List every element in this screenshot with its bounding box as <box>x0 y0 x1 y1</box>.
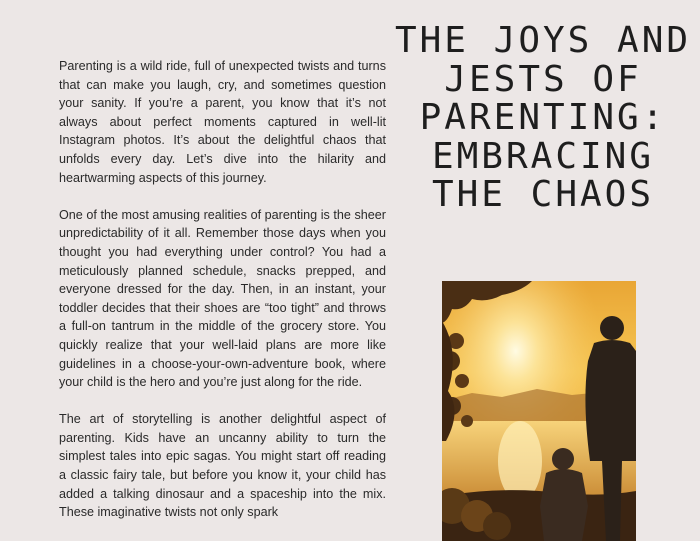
sunset-photo <box>442 281 636 541</box>
article-paragraph: One of the most amusing realities of parenting is the sheer unpredictability of it all. Remember those days when you thought you had everything under control? You had a meticulously planned schedule, snacks prepped, and everyone dressed for the day. Then, in an instant, your toddler decides that their shoes are “too tight” and throws a full-on tantrum in the middle of the grocery store. You quickly realize that your well-laid plans are more like guidelines in a choose-your-own-adventure book, where your child is the hero and you’re just along for the ride. <box>59 207 386 390</box>
article-paragraph: The art of storytelling is another delightful aspect of parenting. Kids have an uncanny ability to turn the simplest tales into epic sagas. You might start off reading a classic fairy tale, but before you know it, your child has added a talking dinosaur and a spaceship into the mix. These imaginative twists not only spark <box>59 412 386 520</box>
article-title: THE JOYS AND JESTS OF PARENTING: EMBRACING THE CHAOS <box>394 20 692 215</box>
article-paragraph: Parenting is a wild ride, full of unexpected twists and turns that can make you laugh, cry, and sometimes question your sanity. If you’re a parent, you know that it’s not always about perfect moments captured in well-lit Instagram photos. It’s about the delightful chaos that unfolds every day. Let’s dive into the hilarity and heartwarming aspects of this journey. <box>59 59 386 185</box>
article-body <box>59 57 386 540</box>
